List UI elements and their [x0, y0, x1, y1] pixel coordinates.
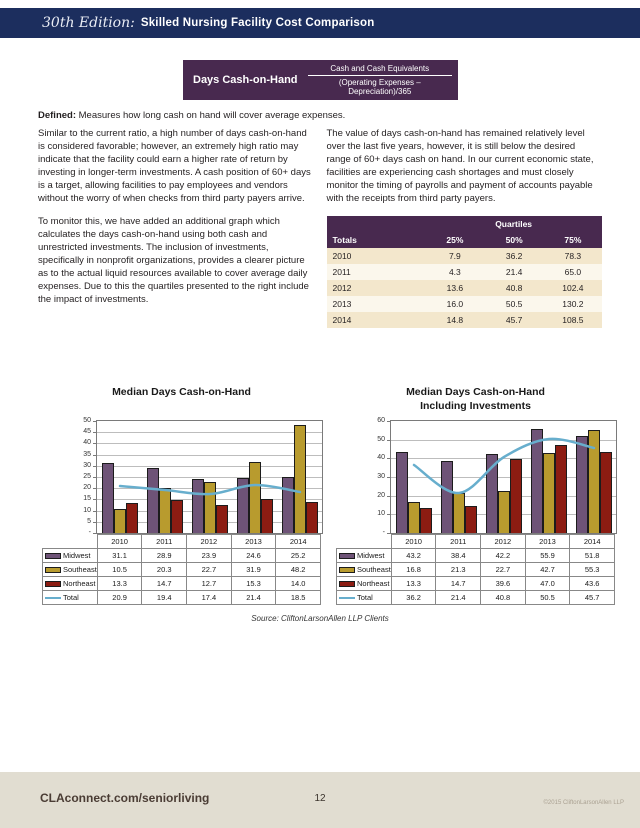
bar-group-2010 — [391, 421, 436, 533]
chart-table-year-header: 2011 — [142, 535, 187, 549]
y-axis-tick-label: 20 — [83, 484, 91, 492]
chart-table-value-cell: 43.2 — [391, 549, 436, 563]
chart-table-value-cell: 12.7 — [187, 577, 232, 591]
y-axis-tick-label: 45 — [83, 428, 91, 436]
bar-southeast-2011 — [159, 488, 171, 533]
y-axis-tick-label: - — [382, 528, 385, 536]
y-axis-tick-label: 25 — [83, 472, 91, 480]
chart-table-value-cell: 21.3 — [436, 563, 481, 577]
y-axis-tick-label: 40 — [83, 439, 91, 447]
chart-table-value-cell: 22.7 — [187, 563, 232, 577]
chart-table-value-cell: 23.9 — [187, 549, 232, 563]
metric-formula-box — [183, 60, 458, 100]
chart-table-value-cell: 14.7 — [142, 577, 187, 591]
y-axis-tick-label: - — [88, 528, 91, 536]
chart-table-value-cell: 47.0 — [525, 577, 570, 591]
chart-table-year-header: 2013 — [525, 535, 570, 549]
plot-area — [83, 416, 323, 536]
legend-northeast-swatch-icon — [45, 581, 61, 587]
edition-label: 30th Edition: — [42, 15, 135, 31]
bar-northeast-2010 — [126, 503, 138, 533]
bar-group-2011 — [142, 421, 187, 533]
quartiles-value-cell: 7.9 — [425, 248, 484, 264]
bar-southeast-2010 — [114, 509, 126, 533]
chart-table-value-cell: 55.9 — [525, 549, 570, 563]
bar-midwest-2014 — [576, 436, 588, 533]
quartiles-table — [327, 216, 603, 328]
bar-midwest-2011 — [441, 461, 453, 533]
chart-title-line: Including Investments — [420, 399, 531, 412]
chart-table-value-cell: 14.0 — [276, 577, 321, 591]
bar-northeast-2012 — [510, 459, 522, 533]
bar-northeast-2010 — [420, 508, 432, 533]
chart-data-table — [336, 534, 615, 605]
chart-table-value-cell: 20.9 — [97, 591, 142, 605]
chart-table-value-cell: 14.7 — [436, 577, 481, 591]
chart-table-value-cell: 25.2 — [276, 549, 321, 563]
bar-northeast-2012 — [216, 505, 228, 533]
chart-table-value-cell: 13.3 — [97, 577, 142, 591]
y-axis-tick-label: 35 — [83, 450, 91, 458]
y-axis-tick-label: 15 — [83, 495, 91, 503]
body-columns — [38, 128, 602, 328]
y-axis-tick-label: 50 — [377, 435, 385, 443]
legend-cell-total — [43, 591, 98, 605]
legend-label: Northeast — [63, 579, 96, 589]
defined-text: Measures how long cash on hand will cover average expenses. — [76, 110, 346, 121]
y-axis-tick-label: 50 — [83, 416, 91, 424]
legend-northeast-swatch-icon — [339, 581, 355, 587]
chart-table-value-cell: 31.9 — [231, 563, 276, 577]
bar-groups — [97, 421, 322, 533]
y-axis-tick-label: 5 — [87, 517, 91, 525]
legend-label: Total — [357, 593, 373, 603]
quartiles-value-cell: 65.0 — [544, 264, 602, 280]
bar-group-2013 — [232, 421, 277, 533]
chart-table-value-cell: 13.3 — [391, 577, 436, 591]
bar-group-2014 — [277, 421, 322, 533]
chart-table-year-header: 2014 — [570, 535, 615, 549]
quartiles-value-cell: 130.2 — [544, 296, 602, 312]
legend-total-swatch-icon — [339, 597, 355, 599]
legend-southeast-swatch-icon — [339, 567, 355, 573]
header-banner — [0, 8, 640, 38]
chart-table-value-cell: 48.2 — [276, 563, 321, 577]
chart-table-value-cell: 22.7 — [481, 563, 526, 577]
chart-table-year-header: 2012 — [481, 535, 526, 549]
legend-cell-midwest — [337, 549, 392, 563]
quartiles-header-spacer — [327, 216, 426, 232]
bar-midwest-2013 — [237, 478, 249, 533]
chart-table-value-cell: 28.9 — [142, 549, 187, 563]
quartiles-column-header: 75% — [544, 232, 602, 248]
bar-midwest-2014 — [282, 477, 294, 533]
legend-label: Total — [63, 593, 79, 603]
quartiles-row-header: Totals — [327, 232, 426, 248]
bar-southeast-2013 — [249, 462, 261, 533]
bar-northeast-2011 — [171, 500, 183, 533]
bar-midwest-2011 — [147, 468, 159, 533]
chart-title — [336, 386, 615, 420]
legend-label: Midwest — [63, 551, 91, 561]
bar-group-2012 — [187, 421, 232, 533]
defined-label: Defined: — [38, 110, 76, 121]
quartiles-value-cell: 102.4 — [544, 280, 602, 296]
chart-table-value-cell: 36.2 — [391, 591, 436, 605]
chart-table-value-cell: 40.8 — [481, 591, 526, 605]
page-top-strip — [0, 0, 640, 8]
chart-table-value-cell: 43.6 — [570, 577, 615, 591]
chart-table-value-cell: 16.8 — [391, 563, 436, 577]
chart-table-year-header: 2012 — [187, 535, 232, 549]
bar-southeast-2011 — [453, 493, 465, 533]
chart-table-value-cell: 38.4 — [436, 549, 481, 563]
quartiles-value-cell: 14.8 — [425, 312, 484, 328]
quartiles-year-cell: 2012 — [327, 280, 426, 296]
legend-cell-midwest — [43, 549, 98, 563]
chart-table-value-cell: 24.6 — [231, 549, 276, 563]
footer-url[interactable]: CLAconnect.com/seniorliving — [40, 791, 210, 805]
legend-label: Southeast — [357, 565, 391, 575]
y-axis-tick-label: 20 — [377, 491, 385, 499]
chart-table-value-cell: 55.3 — [570, 563, 615, 577]
defined-line — [38, 110, 600, 121]
body-paragraph: To monitor this, we have added an additional graph which calculates the days cash-on-hand using both cash and unrestricted investments. The inclusion of investments, specifically in nonprofit organizations, provides a clearer picture as to the actual liquid resources available to cover average daily expenses. Due to this the quartiles presented to the right include the impact of investments. — [38, 216, 309, 305]
chart-median-days-including-investments — [336, 386, 615, 605]
chart-data-table — [42, 534, 321, 605]
legend-label: Southeast — [63, 565, 97, 575]
chart-title-line: Median Days Cash-on-Hand — [406, 386, 545, 399]
bar-midwest-2010 — [102, 463, 114, 533]
bar-northeast-2011 — [465, 506, 477, 533]
chart-table-year-header: 2011 — [436, 535, 481, 549]
y-axis-tick-label: 60 — [377, 416, 385, 424]
formula-denominator: (Operating Expenses – Depreciation)/365 — [338, 78, 421, 96]
bar-group-2010 — [97, 421, 142, 533]
left-column — [38, 128, 314, 328]
bar-midwest-2012 — [192, 479, 204, 533]
legend-total-swatch-icon — [45, 597, 61, 599]
metric-name: Days Cash-on-Hand — [193, 74, 298, 86]
bar-northeast-2014 — [600, 452, 612, 533]
quartiles-column-header: 25% — [425, 232, 484, 248]
bar-midwest-2012 — [486, 454, 498, 533]
metric-formula — [308, 63, 452, 97]
y-axis-tick-label: 10 — [83, 506, 91, 514]
copyright: ©2015 CliftonLarsonAllen LLP — [543, 800, 624, 806]
quartiles-value-cell: 50.5 — [485, 296, 544, 312]
footer-bar — [0, 772, 640, 828]
chart-median-days-cash-on-hand — [42, 386, 321, 605]
plot-area — [377, 416, 617, 536]
quartiles-value-cell: 45.7 — [485, 312, 544, 328]
legend-southeast-swatch-icon — [45, 567, 61, 573]
quartiles-year-cell: 2014 — [327, 312, 426, 328]
legend-cell-southeast — [43, 563, 98, 577]
chart-table-year-header: 2013 — [231, 535, 276, 549]
right-column — [327, 128, 603, 328]
quartiles-year-cell: 2010 — [327, 248, 426, 264]
body-paragraph: The value of days cash-on-hand has remained relatively level over the last five years, however, it is still below the desired range of 60+ days cash on hand. In our current economic state, facilities are experiencing cash shortages and must closely monitor the timing of payrolls and payment of accounts payable with the receipts from third party payers. — [326, 128, 594, 204]
quartiles-value-cell: 21.4 — [485, 264, 544, 280]
bar-southeast-2014 — [588, 430, 600, 533]
chart-table-value-cell: 42.2 — [481, 549, 526, 563]
bar-midwest-2010 — [396, 452, 408, 533]
bar-northeast-2014 — [306, 502, 318, 533]
chart-table-spacer — [43, 535, 98, 549]
chart-table-value-cell: 18.5 — [276, 591, 321, 605]
chart-table-year-header: 2010 — [97, 535, 142, 549]
chart-table-value-cell: 21.4 — [436, 591, 481, 605]
chart-table-value-cell: 15.3 — [231, 577, 276, 591]
bar-northeast-2013 — [261, 499, 273, 533]
chart-table-value-cell: 21.4 — [231, 591, 276, 605]
chart-table-value-cell: 10.5 — [97, 563, 142, 577]
bar-southeast-2010 — [408, 502, 420, 533]
quartiles-value-cell: 16.0 — [425, 296, 484, 312]
quartiles-year-cell: 2013 — [327, 296, 426, 312]
source-note: Source: CliftonLarsonAllen LLP Clients — [251, 614, 389, 624]
y-axis-tick-label: 30 — [377, 472, 385, 480]
chart-table-value-cell: 51.8 — [570, 549, 615, 563]
bar-groups — [391, 421, 616, 533]
chart-table-value-cell: 50.5 — [525, 591, 570, 605]
chart-table-spacer — [337, 535, 392, 549]
chart-table-year-header: 2010 — [391, 535, 436, 549]
chart-table-value-cell: 31.1 — [97, 549, 142, 563]
bar-southeast-2014 — [294, 425, 306, 533]
y-axis-tick-label: 40 — [377, 454, 385, 462]
quartiles-value-cell: 78.3 — [544, 248, 602, 264]
chart-table-value-cell: 19.4 — [142, 591, 187, 605]
quartiles-value-cell: 13.6 — [425, 280, 484, 296]
legend-cell-total — [337, 591, 392, 605]
bar-midwest-2013 — [531, 429, 543, 533]
quartiles-year-cell: 2011 — [327, 264, 426, 280]
chart-table-value-cell: 20.3 — [142, 563, 187, 577]
report-title: Skilled Nursing Facility Cost Comparison — [140, 17, 375, 29]
body-paragraph: Similar to the current ratio, a high number of days cash-on-hand is considered favorable; however, an extremely high ratio may indicate that the facility could earn a higher rate of return by investing in longer-term investments. A cash position of 60+ days is a target, allowing facilities to pay employees and vendors without the worry of when checks from third party payers arrive. — [38, 128, 311, 204]
quartiles-column-header: 50% — [485, 232, 544, 248]
quartiles-value-cell: 36.2 — [485, 248, 544, 264]
bar-southeast-2012 — [204, 482, 216, 533]
legend-label: Midwest — [357, 551, 385, 561]
chart-table-value-cell: 42.7 — [525, 563, 570, 577]
legend-cell-southeast — [337, 563, 392, 577]
quartiles-title: Quartiles — [425, 216, 602, 232]
charts-row — [42, 386, 615, 605]
legend-midwest-swatch-icon — [339, 553, 355, 559]
bar-group-2012 — [481, 421, 526, 533]
bar-northeast-2013 — [555, 445, 567, 533]
bar-group-2011 — [436, 421, 481, 533]
page-number: 12 — [314, 793, 326, 804]
quartiles-value-cell: 40.8 — [485, 280, 544, 296]
y-axis-tick-label: 10 — [377, 510, 385, 518]
chart-table-value-cell: 45.7 — [570, 591, 615, 605]
legend-midwest-swatch-icon — [45, 553, 61, 559]
y-axis-tick-label: 30 — [83, 461, 91, 469]
legend-cell-northeast — [337, 577, 392, 591]
chart-title — [42, 386, 321, 420]
bar-group-2014 — [571, 421, 616, 533]
quartiles-value-cell: 4.3 — [425, 264, 484, 280]
chart-table-year-header: 2014 — [276, 535, 321, 549]
bar-group-2013 — [526, 421, 571, 533]
legend-label: Northeast — [357, 579, 390, 589]
formula-numerator: Cash and Cash Equivalents — [308, 63, 452, 76]
legend-cell-northeast — [43, 577, 98, 591]
chart-title-line: Median Days Cash-on-Hand — [112, 386, 251, 399]
bar-southeast-2013 — [543, 453, 555, 533]
chart-table-value-cell: 17.4 — [187, 591, 232, 605]
quartiles-value-cell: 108.5 — [544, 312, 602, 328]
bar-southeast-2012 — [498, 491, 510, 533]
chart-table-value-cell: 39.6 — [481, 577, 526, 591]
